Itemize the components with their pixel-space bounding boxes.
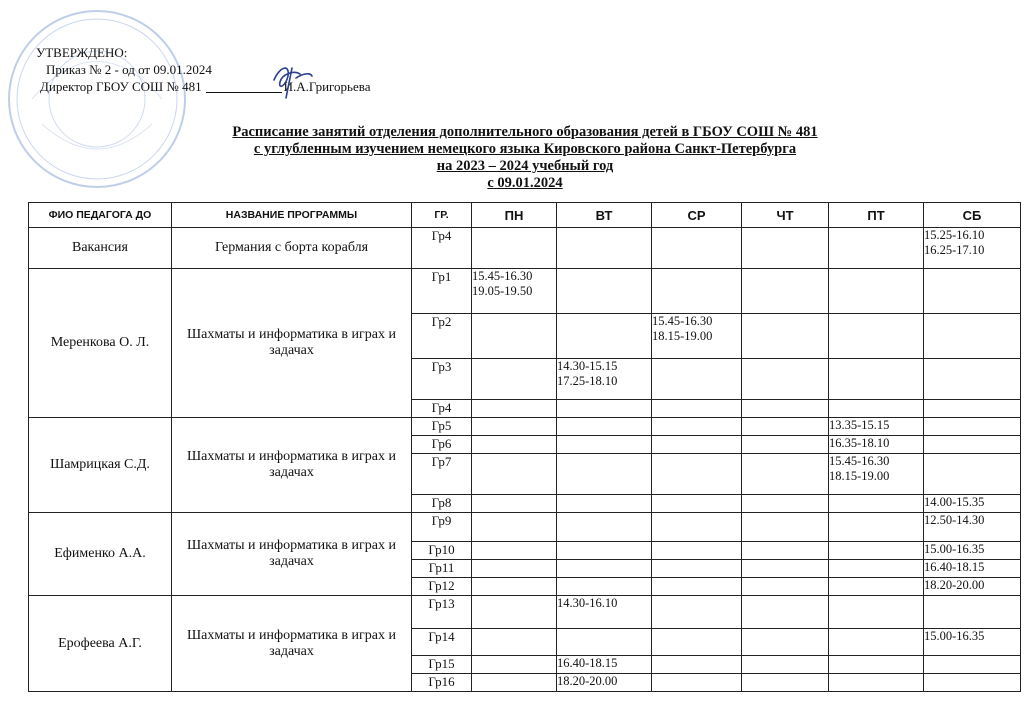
time-slot [472, 513, 557, 542]
time-slot [924, 436, 1021, 454]
table-row [29, 513, 1021, 542]
time-slot: 15.00-16.35 [924, 542, 1021, 560]
time-slot [557, 578, 652, 596]
time-slot: 16.40-18.15 [557, 656, 652, 674]
time-slot: 15.45-16.30 19.05-19.50 [472, 269, 557, 314]
group-cell: Гр11 [412, 560, 472, 578]
time-slot [742, 269, 829, 314]
title-line-2: с углубленным изучением немецкого языка Кировского района Санкт-Петербурга [253, 141, 797, 157]
time-slot [829, 560, 924, 578]
table-row [29, 418, 1021, 436]
time-slot: 15.00-16.35 [924, 629, 1021, 656]
time-slot [557, 269, 652, 314]
table-row [29, 228, 1021, 269]
time-slot [472, 418, 557, 436]
time-slot [924, 656, 1021, 674]
program-cell: Шахматы и информатика в играх и задачах [172, 418, 412, 513]
time-slot: 16.35-18.10 [829, 436, 924, 454]
group-cell: Гр6 [412, 436, 472, 454]
time-slot [742, 578, 829, 596]
time-slot [829, 495, 924, 513]
title-line-4: с 09.01.2024 [487, 175, 563, 191]
time-slot [829, 542, 924, 560]
time-slot [829, 596, 924, 629]
time-slot [472, 596, 557, 629]
document-title [140, 124, 910, 192]
time-slot [742, 513, 829, 542]
time-slot [472, 656, 557, 674]
time-slot [472, 436, 557, 454]
time-slot: 16.40-18.15 [924, 560, 1021, 578]
time-slot [557, 560, 652, 578]
approval-order: Приказ № 2 - од от 09.01.2024 [46, 62, 212, 77]
time-slot [472, 629, 557, 656]
time-slot [829, 269, 924, 314]
time-slot [742, 359, 829, 400]
title-line-1: Расписание занятий отделения дополнительного образования детей в ГБОУ СОШ № 481 [232, 124, 818, 140]
time-slot [829, 513, 924, 542]
time-slot [472, 578, 557, 596]
time-slot [829, 578, 924, 596]
teacher-cell: Меренкова О. Л. [29, 269, 172, 418]
group-cell: Гр9 [412, 513, 472, 542]
header-group: ГР. [412, 203, 472, 228]
time-slot [829, 656, 924, 674]
time-slot [557, 542, 652, 560]
time-slot [557, 629, 652, 656]
time-slot [742, 228, 829, 269]
time-slot [742, 629, 829, 656]
time-slot [652, 578, 742, 596]
time-slot: 18.20-20.00 [924, 578, 1021, 596]
time-slot [557, 418, 652, 436]
handwritten-signature [270, 60, 314, 100]
program-cell: Шахматы и информатика в играх и задачах [172, 596, 412, 692]
time-slot [742, 418, 829, 436]
time-slot [557, 400, 652, 418]
time-slot [472, 560, 557, 578]
time-slot: 18.20-20.00 [557, 674, 652, 692]
time-slot [557, 495, 652, 513]
header-day: ПН [472, 203, 557, 228]
group-cell: Гр16 [412, 674, 472, 692]
time-slot [742, 454, 829, 495]
teacher-cell: Шамрицкая С.Д. [29, 418, 172, 513]
approval-block [36, 44, 370, 95]
group-cell: Гр8 [412, 495, 472, 513]
time-slot [924, 314, 1021, 359]
time-slot: 12.50-14.30 [924, 513, 1021, 542]
schedule-table [28, 202, 1021, 692]
time-slot: 14.30-16.10 [557, 596, 652, 629]
time-slot: 15.25-16.10 16.25-17.10 [924, 228, 1021, 269]
time-slot [652, 495, 742, 513]
time-slot [829, 629, 924, 656]
table-row [29, 269, 1021, 314]
time-slot [472, 674, 557, 692]
time-slot [557, 228, 652, 269]
time-slot [829, 674, 924, 692]
time-slot [742, 314, 829, 359]
time-slot [829, 400, 924, 418]
time-slot [742, 656, 829, 674]
time-slot [924, 596, 1021, 629]
group-cell: Гр4 [412, 228, 472, 269]
time-slot [652, 436, 742, 454]
time-slot [557, 454, 652, 495]
group-cell: Гр7 [412, 454, 472, 495]
time-slot [652, 596, 742, 629]
time-slot [557, 314, 652, 359]
time-slot [652, 656, 742, 674]
time-slot [557, 436, 652, 454]
time-slot: 13.35-15.15 [829, 418, 924, 436]
approval-director [36, 78, 370, 95]
time-slot [924, 674, 1021, 692]
time-slot [652, 454, 742, 495]
group-cell: Гр14 [412, 629, 472, 656]
group-cell: Гр10 [412, 542, 472, 560]
time-slot [742, 542, 829, 560]
header-program: НАЗВАНИЕ ПРОГРАММЫ [172, 203, 412, 228]
group-cell: Гр3 [412, 359, 472, 400]
time-slot [472, 359, 557, 400]
time-slot [652, 228, 742, 269]
header-day: ПТ [829, 203, 924, 228]
group-cell: Гр15 [412, 656, 472, 674]
time-slot [652, 269, 742, 314]
time-slot [742, 400, 829, 418]
time-slot [924, 269, 1021, 314]
header-day: СР [652, 203, 742, 228]
time-slot [742, 560, 829, 578]
time-slot [652, 359, 742, 400]
teacher-cell: Вакансия [29, 228, 172, 269]
time-slot [829, 359, 924, 400]
program-cell: Шахматы и информатика в играх и задачах [172, 513, 412, 596]
time-slot [742, 436, 829, 454]
program-cell: Германия с борта корабля [172, 228, 412, 269]
table-row [29, 596, 1021, 629]
header-teacher: ФИО ПЕДАГОГА ДО [29, 203, 172, 228]
time-slot [652, 674, 742, 692]
time-slot [557, 513, 652, 542]
group-cell: Гр12 [412, 578, 472, 596]
header-day: ВТ [557, 203, 652, 228]
time-slot [924, 359, 1021, 400]
time-slot [924, 418, 1021, 436]
time-slot: 14.00-15.35 [924, 495, 1021, 513]
time-slot [472, 400, 557, 418]
time-slot [472, 542, 557, 560]
program-cell: Шахматы и информатика в играх и задачах [172, 269, 412, 418]
time-slot [742, 495, 829, 513]
time-slot: 15.45-16.30 18.15-19.00 [829, 454, 924, 495]
time-slot [829, 314, 924, 359]
time-slot [652, 513, 742, 542]
time-slot [472, 454, 557, 495]
time-slot [472, 228, 557, 269]
time-slot [829, 228, 924, 269]
group-cell: Гр1 [412, 269, 472, 314]
header-day: СБ [924, 203, 1021, 228]
time-slot [924, 454, 1021, 495]
time-slot [652, 400, 742, 418]
header-day: ЧТ [742, 203, 829, 228]
title-line-3: на 2023 – 2024 учебный год [436, 158, 614, 174]
time-slot [652, 629, 742, 656]
time-slot [652, 560, 742, 578]
time-slot [742, 674, 829, 692]
time-slot [652, 542, 742, 560]
header-row [29, 203, 1021, 228]
time-slot: 15.45-16.30 18.15-19.00 [652, 314, 742, 359]
group-cell: Гр13 [412, 596, 472, 629]
time-slot: 14.30-15.15 17.25-18.10 [557, 359, 652, 400]
time-slot [652, 418, 742, 436]
group-cell: Гр4 [412, 400, 472, 418]
approval-heading: УТВЕРЖДЕНО: [36, 45, 128, 60]
time-slot [924, 400, 1021, 418]
teacher-cell: Ефименко А.А. [29, 513, 172, 596]
group-cell: Гр5 [412, 418, 472, 436]
teacher-cell: Ерофеева А.Г. [29, 596, 172, 692]
time-slot [472, 314, 557, 359]
director-title: Директор ГБОУ СОШ № 481 [40, 79, 202, 94]
group-cell: Гр2 [412, 314, 472, 359]
time-slot [742, 596, 829, 629]
time-slot [472, 495, 557, 513]
director-name: И.А.Григорьева [283, 79, 371, 94]
